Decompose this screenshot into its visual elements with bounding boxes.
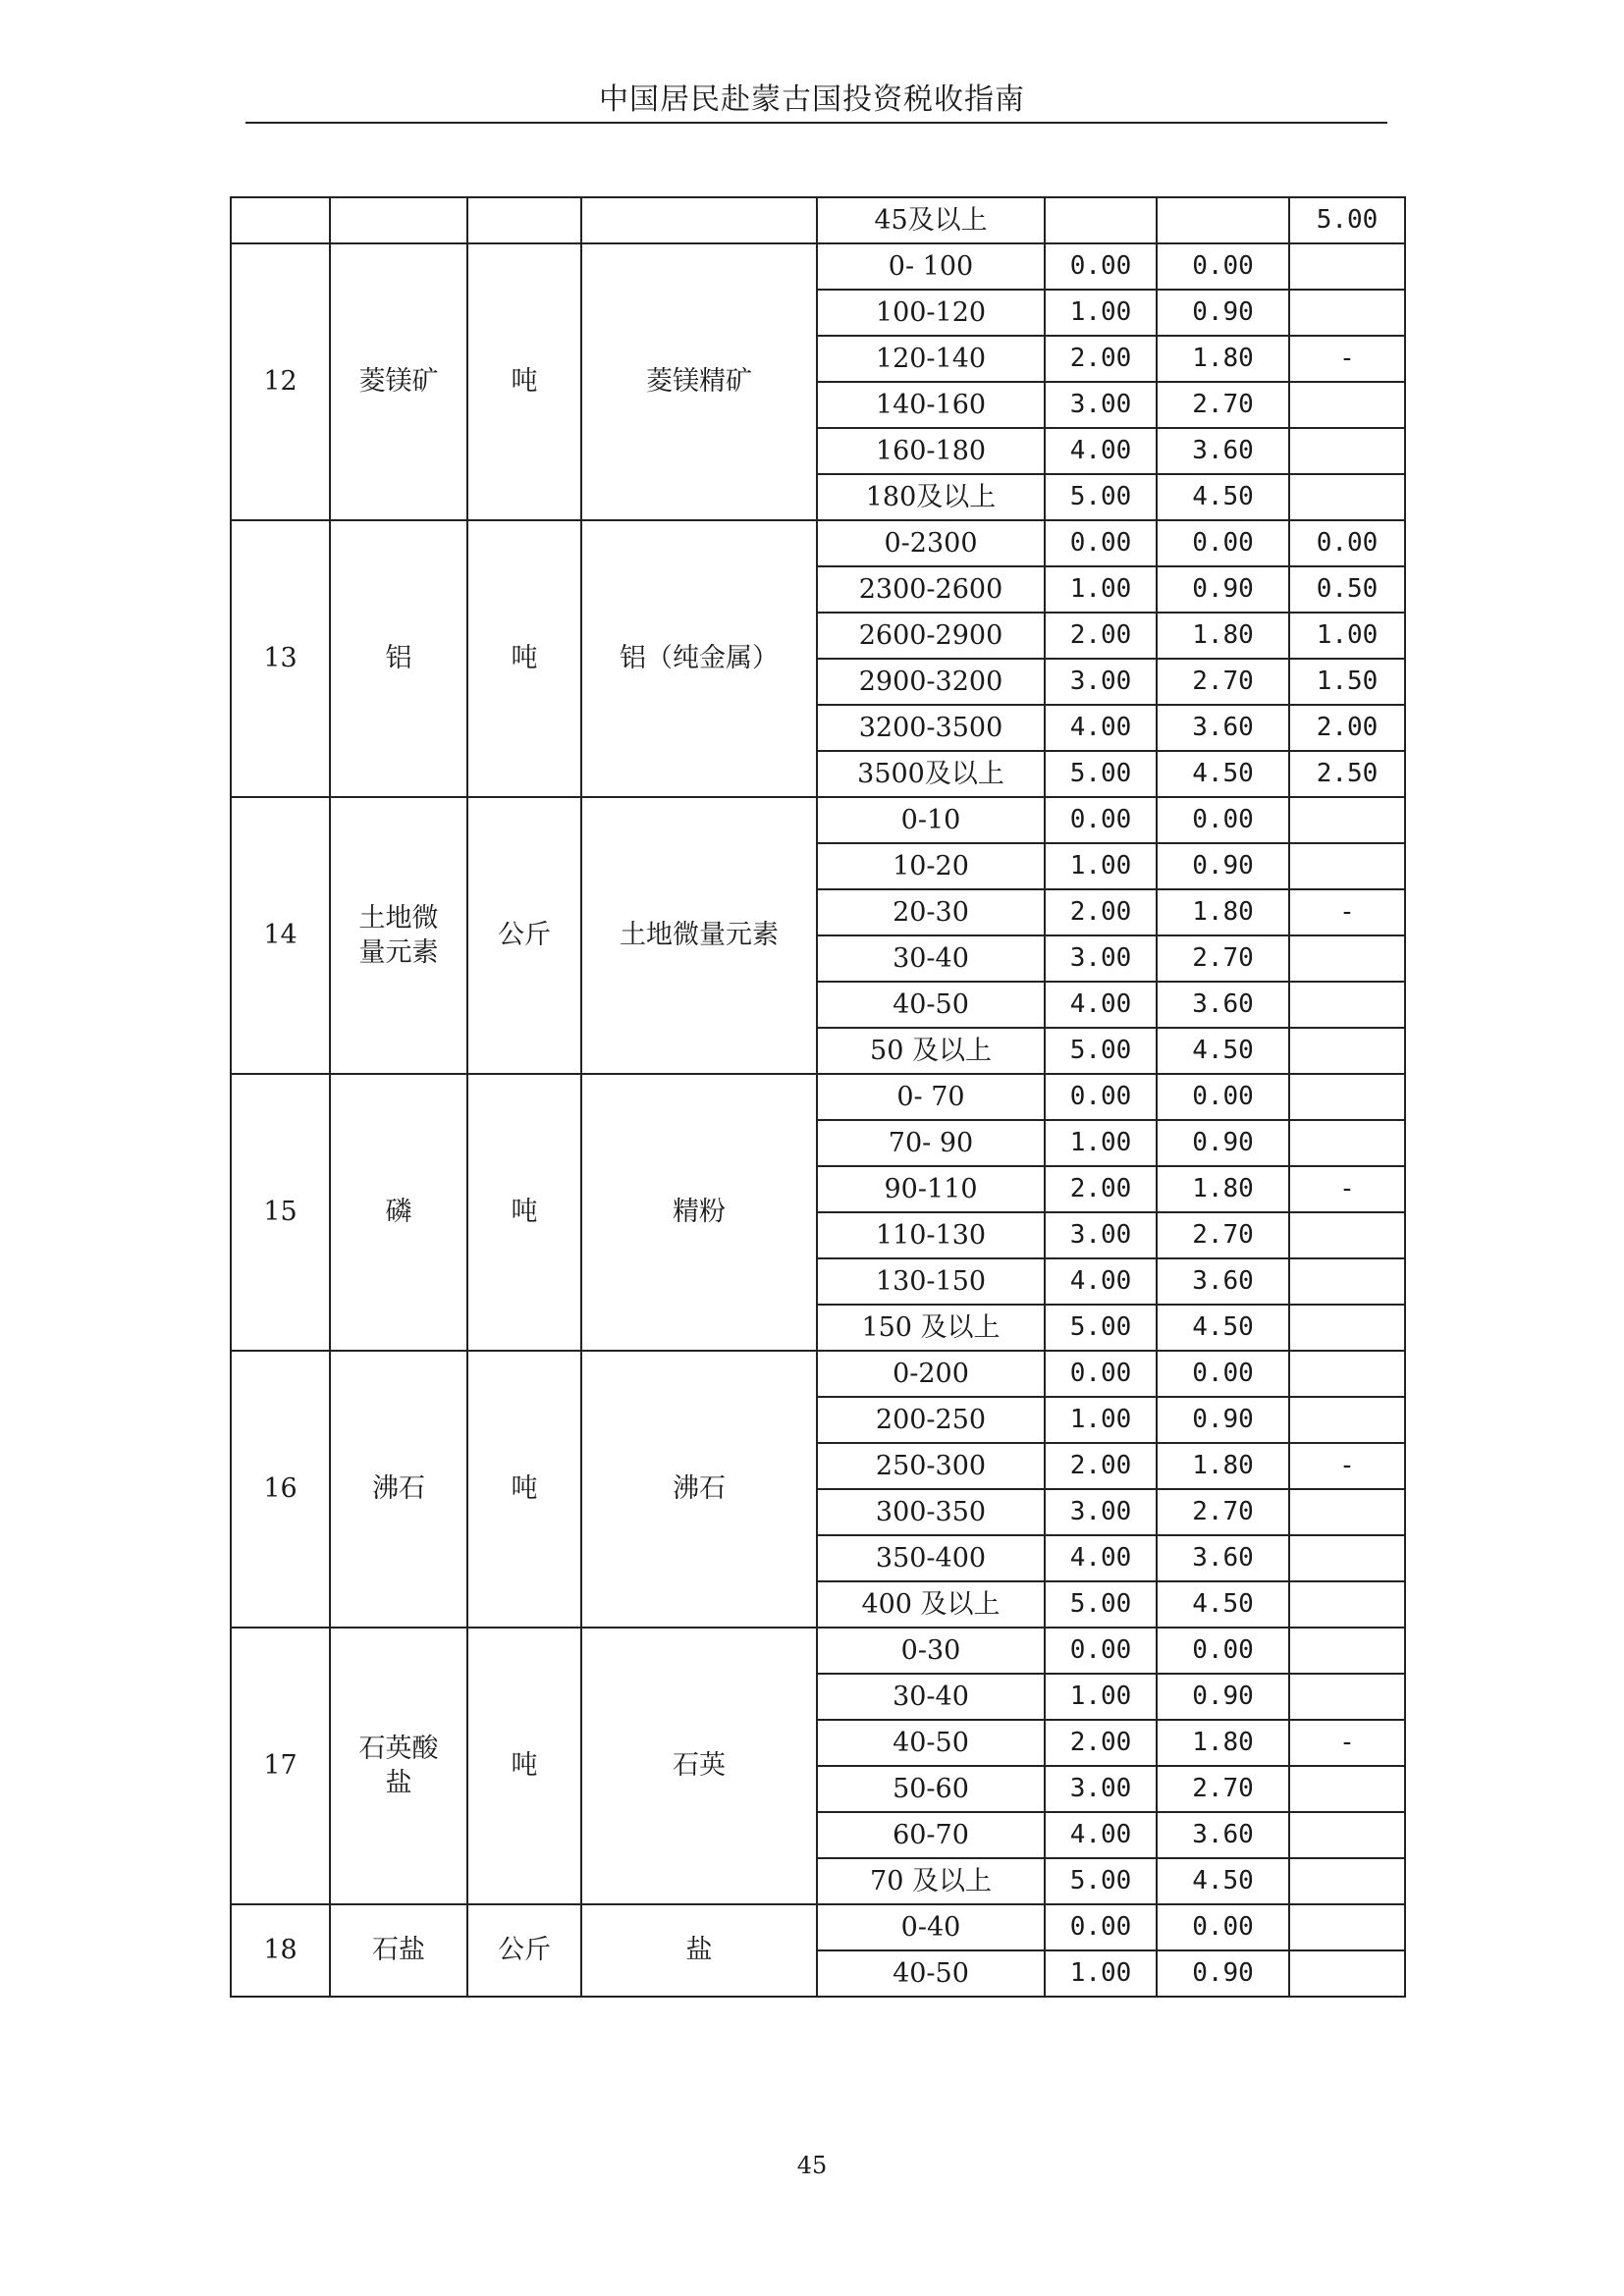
- price-range-cell: 100-120: [817, 290, 1045, 336]
- rate-c-cell: 5.00: [1289, 197, 1405, 243]
- unit-cell: 吨: [467, 243, 581, 520]
- table-row: [231, 197, 1405, 243]
- rate-c-cell: [1289, 843, 1405, 889]
- price-range-cell: 120-140: [817, 336, 1045, 382]
- rate-b-cell: 0.00: [1157, 1074, 1289, 1120]
- rate-a-cell: 2.00: [1045, 1166, 1157, 1212]
- rate-a-cell: 2.00: [1045, 613, 1157, 659]
- rate-b-cell: 0.90: [1157, 1120, 1289, 1166]
- table-row: [231, 1074, 1405, 1120]
- product-cell: 石英: [581, 1628, 817, 1904]
- price-range-cell: 110-130: [817, 1212, 1045, 1258]
- rate-a-cell: 5.00: [1045, 1028, 1157, 1074]
- unit-cell: 公斤: [467, 1904, 581, 1997]
- table-body: [231, 197, 1405, 1997]
- rate-c-cell: [1289, 1628, 1405, 1674]
- rate-a-cell: 0.00: [1045, 520, 1157, 566]
- rate-b-cell: 3.60: [1157, 705, 1289, 751]
- rate-c-cell: [1289, 1351, 1405, 1397]
- rate-b-cell: 4.50: [1157, 474, 1289, 520]
- price-range-cell: 3500及以上: [817, 751, 1045, 797]
- rate-b-cell: 0.00: [1157, 1628, 1289, 1674]
- rate-b-cell: 3.60: [1157, 1812, 1289, 1858]
- price-range-cell: 3200-3500: [817, 705, 1045, 751]
- item-number-cell: 18: [231, 1904, 330, 1997]
- rate-a-cell: 0.00: [1045, 797, 1157, 843]
- table-row: [231, 797, 1405, 843]
- rate-c-cell: [1289, 1212, 1405, 1258]
- cell-empty: [467, 197, 581, 243]
- rate-a-cell: 3.00: [1045, 1766, 1157, 1812]
- rate-b-cell: 0.90: [1157, 1950, 1289, 1997]
- price-range-cell: 0-200: [817, 1351, 1045, 1397]
- rate-a-cell: 1.00: [1045, 1397, 1157, 1443]
- rate-c-cell: [1289, 1305, 1405, 1351]
- page-number: 45: [796, 2152, 828, 2179]
- rate-b-cell: 2.70: [1157, 1766, 1289, 1812]
- rate-a-cell: 5.00: [1045, 1858, 1157, 1904]
- header-divider: [245, 122, 1387, 124]
- rate-b-cell: 0.00: [1157, 1904, 1289, 1950]
- price-range-cell: 45及以上: [817, 197, 1045, 243]
- rate-b-cell: 4.50: [1157, 1305, 1289, 1351]
- price-range-cell: 30-40: [817, 935, 1045, 982]
- price-range-cell: 350-400: [817, 1535, 1045, 1581]
- rate-a-cell: 1.00: [1045, 1950, 1157, 1997]
- rate-b-cell: 3.60: [1157, 982, 1289, 1028]
- rate-c-cell: -: [1289, 889, 1405, 935]
- table-row: [231, 520, 1405, 566]
- cell-empty: [231, 197, 330, 243]
- rate-b-cell: 0.90: [1157, 566, 1289, 613]
- rate-c-cell: [1289, 797, 1405, 843]
- item-number-cell: 14: [231, 797, 330, 1074]
- rate-c-cell: [1289, 1904, 1405, 1950]
- rate-b-cell: 0.90: [1157, 290, 1289, 336]
- rate-b-cell: 1.80: [1157, 1443, 1289, 1489]
- table-row: [231, 1904, 1405, 1950]
- rate-a-cell: 5.00: [1045, 1305, 1157, 1351]
- rate-a-cell: 3.00: [1045, 935, 1157, 982]
- rate-c-cell: 2.50: [1289, 751, 1405, 797]
- price-range-cell: 400 及以上: [817, 1581, 1045, 1628]
- item-number-cell: 15: [231, 1074, 330, 1351]
- rate-c-cell: -: [1289, 1443, 1405, 1489]
- rate-b-cell: 1.80: [1157, 1720, 1289, 1766]
- price-range-cell: 60-70: [817, 1812, 1045, 1858]
- rate-b-cell: 2.70: [1157, 382, 1289, 428]
- price-range-cell: 140-160: [817, 382, 1045, 428]
- price-range-cell: 0- 100: [817, 243, 1045, 290]
- rate-c-cell: [1289, 1858, 1405, 1904]
- rate-a-cell: 4.00: [1045, 1535, 1157, 1581]
- unit-cell: 公斤: [467, 797, 581, 1074]
- rate-c-cell: -: [1289, 336, 1405, 382]
- rate-c-cell: [1289, 1535, 1405, 1581]
- royalty-rate-table: [230, 196, 1406, 1998]
- rate-c-cell: 1.00: [1289, 613, 1405, 659]
- rate-a-cell: 4.00: [1045, 982, 1157, 1028]
- rate-a-cell: 4.00: [1045, 705, 1157, 751]
- rate-c-cell: [1289, 1397, 1405, 1443]
- rate-c-cell: [1289, 1674, 1405, 1720]
- product-cell: 精粉: [581, 1074, 817, 1351]
- rate-c-cell: -: [1289, 1166, 1405, 1212]
- price-range-cell: 200-250: [817, 1397, 1045, 1443]
- price-range-cell: 40-50: [817, 982, 1045, 1028]
- mineral-name-cell: 磷: [330, 1074, 467, 1351]
- rate-b-cell: 0.00: [1157, 1351, 1289, 1397]
- rate-b-cell: 0.00: [1157, 243, 1289, 290]
- product-cell: 菱镁精矿: [581, 243, 817, 520]
- rate-b-cell: 4.50: [1157, 751, 1289, 797]
- rate-c-cell: [1289, 1766, 1405, 1812]
- rate-c-cell: 0.50: [1289, 566, 1405, 613]
- mineral-name-cell: 铝: [330, 520, 467, 797]
- rate-a-cell: 0.00: [1045, 1628, 1157, 1674]
- rate-b-cell: 0.00: [1157, 520, 1289, 566]
- product-cell: 盐: [581, 1904, 817, 1997]
- rate-c-cell: [1289, 290, 1405, 336]
- rate-a-cell: 1.00: [1045, 566, 1157, 613]
- rate-b-cell: 1.80: [1157, 613, 1289, 659]
- rate-b-cell: 3.60: [1157, 1258, 1289, 1305]
- table-row: [231, 1351, 1405, 1397]
- price-range-cell: 30-40: [817, 1674, 1045, 1720]
- rate-b-cell: 4.50: [1157, 1028, 1289, 1074]
- rate-c-cell: 0.00: [1289, 520, 1405, 566]
- rate-b-cell: 2.70: [1157, 1212, 1289, 1258]
- rate-a-cell: 4.00: [1045, 1812, 1157, 1858]
- rate-a-cell: [1045, 197, 1157, 243]
- unit-cell: 吨: [467, 1628, 581, 1904]
- rate-a-cell: 4.00: [1045, 1258, 1157, 1305]
- rate-b-cell: 0.00: [1157, 797, 1289, 843]
- rate-c-cell: [1289, 382, 1405, 428]
- price-range-cell: 2900-3200: [817, 659, 1045, 705]
- rate-c-cell: [1289, 1581, 1405, 1628]
- rate-c-cell: [1289, 1120, 1405, 1166]
- rate-b-cell: 2.70: [1157, 935, 1289, 982]
- rate-a-cell: 2.00: [1045, 1443, 1157, 1489]
- price-range-cell: 90-110: [817, 1166, 1045, 1212]
- rate-c-cell: [1289, 1812, 1405, 1858]
- rate-c-cell: [1289, 1028, 1405, 1074]
- price-range-cell: 160-180: [817, 428, 1045, 474]
- rate-c-cell: [1289, 1258, 1405, 1305]
- unit-cell: 吨: [467, 1351, 581, 1628]
- product-cell: 沸石: [581, 1351, 817, 1628]
- rate-c-cell: [1289, 982, 1405, 1028]
- mineral-name-cell: 石盐: [330, 1904, 467, 1997]
- price-range-cell: 0-2300: [817, 520, 1045, 566]
- rate-b-cell: 4.50: [1157, 1858, 1289, 1904]
- product-cell: 铝（纯金属）: [581, 520, 817, 797]
- rate-b-cell: 2.70: [1157, 659, 1289, 705]
- price-range-cell: 0-30: [817, 1628, 1045, 1674]
- price-range-cell: 300-350: [817, 1489, 1045, 1535]
- price-range-cell: 0- 70: [817, 1074, 1045, 1120]
- rate-a-cell: 3.00: [1045, 382, 1157, 428]
- mineral-name-cell: 菱镁矿: [330, 243, 467, 520]
- price-range-cell: 180及以上: [817, 474, 1045, 520]
- rate-a-cell: 3.00: [1045, 1489, 1157, 1535]
- price-range-cell: 20-30: [817, 889, 1045, 935]
- rate-a-cell: 1.00: [1045, 290, 1157, 336]
- rate-a-cell: 2.00: [1045, 336, 1157, 382]
- item-number-cell: 17: [231, 1628, 330, 1904]
- price-range-cell: 150 及以上: [817, 1305, 1045, 1351]
- price-range-cell: 50-60: [817, 1766, 1045, 1812]
- rate-a-cell: 3.00: [1045, 659, 1157, 705]
- rate-b-cell: [1157, 197, 1289, 243]
- rate-c-cell: [1289, 1074, 1405, 1120]
- rate-a-cell: 5.00: [1045, 751, 1157, 797]
- price-range-cell: 70 及以上: [817, 1858, 1045, 1904]
- mineral-name-cell: 石英酸盐: [330, 1628, 467, 1904]
- rate-c-cell: 2.00: [1289, 705, 1405, 751]
- rate-b-cell: 2.70: [1157, 1489, 1289, 1535]
- rate-a-cell: 0.00: [1045, 1074, 1157, 1120]
- price-range-cell: 10-20: [817, 843, 1045, 889]
- price-range-cell: 40-50: [817, 1720, 1045, 1766]
- item-number-cell: 13: [231, 520, 330, 797]
- price-range-cell: 0-10: [817, 797, 1045, 843]
- rate-a-cell: 1.00: [1045, 1120, 1157, 1166]
- document-header-title: 中国居民赴蒙古国投资税收指南: [599, 82, 1025, 117]
- price-range-cell: 50 及以上: [817, 1028, 1045, 1074]
- rate-a-cell: 0.00: [1045, 243, 1157, 290]
- rate-b-cell: 0.90: [1157, 1674, 1289, 1720]
- unit-cell: 吨: [467, 1074, 581, 1351]
- rate-c-cell: -: [1289, 1720, 1405, 1766]
- table-row: [231, 1628, 1405, 1674]
- rate-c-cell: [1289, 428, 1405, 474]
- product-cell: 土地微量元素: [581, 797, 817, 1074]
- rate-c-cell: [1289, 243, 1405, 290]
- rate-a-cell: 3.00: [1045, 1212, 1157, 1258]
- rate-a-cell: 5.00: [1045, 1581, 1157, 1628]
- mineral-name-cell: 土地微量元素: [330, 797, 467, 1074]
- price-range-cell: 40-50: [817, 1950, 1045, 1997]
- rate-a-cell: 1.00: [1045, 843, 1157, 889]
- rate-b-cell: 1.80: [1157, 889, 1289, 935]
- item-number-cell: 16: [231, 1351, 330, 1628]
- rate-c-cell: 1.50: [1289, 659, 1405, 705]
- price-range-cell: 2600-2900: [817, 613, 1045, 659]
- rate-a-cell: 0.00: [1045, 1904, 1157, 1950]
- price-range-cell: 130-150: [817, 1258, 1045, 1305]
- cell-empty: [581, 197, 817, 243]
- rate-a-cell: 4.00: [1045, 428, 1157, 474]
- rate-b-cell: 0.90: [1157, 1397, 1289, 1443]
- item-number-cell: 12: [231, 243, 330, 520]
- rate-c-cell: [1289, 474, 1405, 520]
- rate-c-cell: [1289, 1489, 1405, 1535]
- price-range-cell: 70- 90: [817, 1120, 1045, 1166]
- rate-b-cell: 0.90: [1157, 843, 1289, 889]
- rate-b-cell: 1.80: [1157, 1166, 1289, 1212]
- rate-b-cell: 3.60: [1157, 1535, 1289, 1581]
- cell-empty: [330, 197, 467, 243]
- rate-a-cell: 1.00: [1045, 1674, 1157, 1720]
- mineral-name-cell: 沸石: [330, 1351, 467, 1628]
- rate-a-cell: 2.00: [1045, 889, 1157, 935]
- price-range-cell: 250-300: [817, 1443, 1045, 1489]
- rate-b-cell: 4.50: [1157, 1581, 1289, 1628]
- rate-a-cell: 5.00: [1045, 474, 1157, 520]
- unit-cell: 吨: [467, 520, 581, 797]
- rate-c-cell: [1289, 1950, 1405, 1997]
- rate-a-cell: 0.00: [1045, 1351, 1157, 1397]
- rate-a-cell: 2.00: [1045, 1720, 1157, 1766]
- rate-c-cell: [1289, 935, 1405, 982]
- rate-b-cell: 3.60: [1157, 428, 1289, 474]
- table-row: [231, 243, 1405, 290]
- price-range-cell: 2300-2600: [817, 566, 1045, 613]
- price-range-cell: 0-40: [817, 1904, 1045, 1950]
- rate-b-cell: 1.80: [1157, 336, 1289, 382]
